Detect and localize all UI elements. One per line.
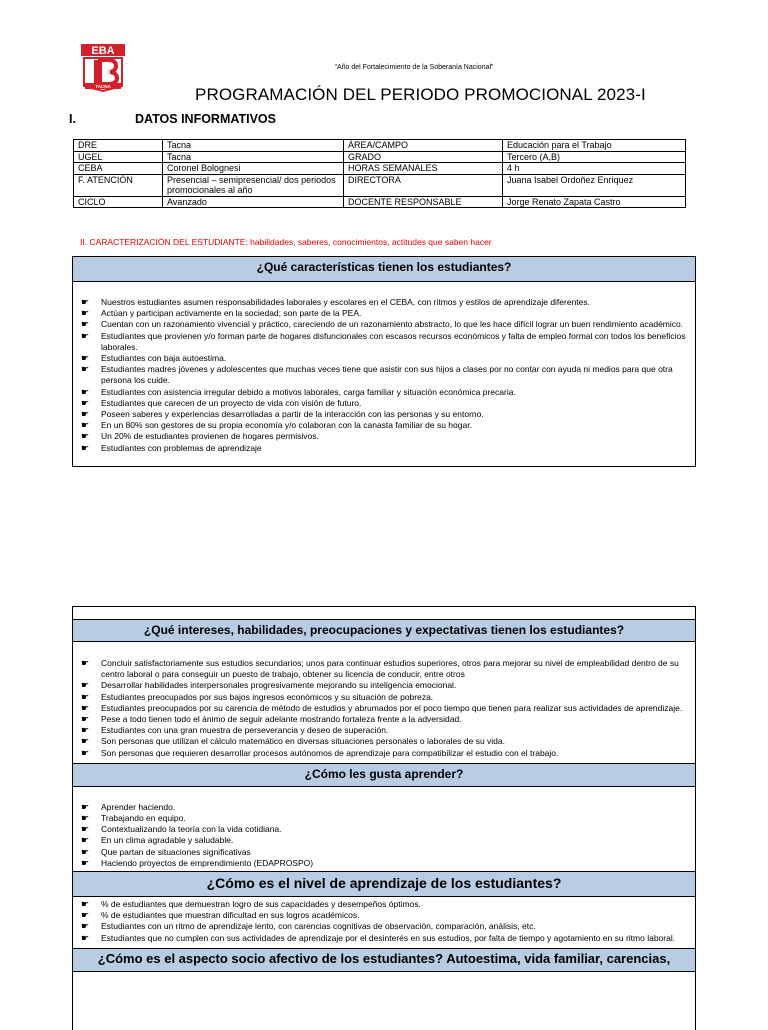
hand-pointing-icon: ☛ [81, 386, 90, 397]
list-item-text: Nuestros estudiantes asumen responsabilidades laborales y escolares en el CEBA, con ritmos y estilos de aprendizaje diferentes. [101, 297, 591, 307]
section-1-number: I. [69, 112, 76, 126]
info-value: Jorge Renato Zapata Castro [503, 196, 686, 208]
hand-pointing-icon: ☛ [81, 308, 90, 319]
info-label: F. ATENCIÓN [74, 174, 163, 196]
list-item [79, 431, 687, 442]
info-label: UGEL [74, 151, 163, 163]
list-item-text: Estudiantes preocupados por sus bajos ingresos económicos y su situación de pobreza. [101, 691, 434, 702]
info-table-row [74, 163, 686, 175]
info-value: Educación para el Trabajo [503, 140, 686, 152]
list-item [79, 813, 687, 824]
info-value: Tacna [163, 140, 344, 152]
hand-pointing-icon: ☛ [81, 691, 90, 702]
learning-preferences-list [73, 802, 695, 869]
logo-top-text: EBA [91, 45, 115, 57]
learning-level-question: ¿Cómo es el nivel de aprendizaje de los estudiantes? [73, 871, 695, 897]
section-1-heading [69, 112, 276, 126]
list-item-text: Cuentan con un razonamiento vivencial y práctico, careciendo de un razonamiento abstracto, lo que les hace difícil lograr un buen rendimiento académico. [101, 319, 684, 330]
page-title: PROGRAMACIÓN DEL PERIODO PROMOCIONAL 2023-I [195, 85, 646, 104]
list-item [79, 725, 687, 736]
list-item [79, 835, 687, 846]
hand-pointing-icon: ☛ [81, 801, 90, 812]
list-item [79, 398, 687, 409]
list-item-text: Contextualizando la teoría con la vida cotidiana. [101, 824, 282, 835]
list-item-text: Que partan de situaciones significativas [101, 846, 251, 857]
hand-pointing-icon: ☛ [81, 921, 90, 932]
list-item [79, 364, 687, 386]
interests-box [72, 606, 696, 1030]
list-item-text: En un clima agradable y saludable. [101, 835, 234, 846]
hand-pointing-icon: ☛ [81, 431, 90, 442]
hand-pointing-icon: ☛ [81, 857, 90, 868]
list-item [79, 824, 687, 835]
list-item [79, 420, 687, 431]
list-item-text: Estudiantes preocupados por su carencia de método de estudios y abrumados por el poco tiempo que tienen para realizar sus actividades de aprendizaje. [101, 702, 683, 713]
info-label: ÁREA/CAMPO [344, 140, 503, 152]
hand-pointing-icon: ☛ [81, 397, 90, 408]
list-item [79, 748, 687, 759]
interests-list [73, 658, 695, 759]
list-item-text: Pese a todo tienen todo el ánimo de seguir adelante mostrando fortaleza frente a la adversidad. [101, 714, 462, 725]
list-item-text: Trabajando en equipo. [101, 813, 186, 824]
section-1-label: DATOS INFORMATIVOS [135, 112, 276, 126]
hand-pointing-icon: ☛ [81, 409, 90, 420]
hand-pointing-icon: ☛ [81, 813, 90, 824]
hand-pointing-icon: ☛ [81, 714, 90, 725]
info-table-row [74, 151, 686, 163]
section-2-heading: II. CARACTERIZACIÓN DEL ESTUDIANTE: habilidades, saberes, conocimientos, actitudes que saben hacer [80, 237, 492, 247]
info-label: CICLO [74, 196, 163, 208]
hand-pointing-icon: ☛ [81, 442, 90, 453]
list-item-text: Estudiantes con un ritmo de aprendizaje lento, con carencias cognitivas de observación, comparación, análisis, etc. [101, 921, 536, 932]
list-item [79, 847, 687, 858]
characteristics-box [72, 256, 696, 467]
hand-pointing-icon: ☛ [81, 353, 90, 364]
list-item [79, 680, 687, 691]
hand-pointing-icon: ☛ [81, 846, 90, 857]
hand-pointing-icon: ☛ [81, 932, 90, 943]
list-item [79, 858, 687, 869]
list-item-text: Un 20% de estudiantes provienen de hogares permisivos. [101, 431, 319, 442]
list-item [79, 353, 687, 364]
list-item-text: Actúan y participan activamente en la sociedad; son parte de la PEA. [101, 308, 362, 319]
list-item [79, 802, 687, 813]
list-item-text: Haciendo proyectos de emprendimiento (EDAPROSPO) [101, 857, 314, 868]
hand-pointing-icon: ☛ [81, 747, 90, 758]
learning-preferences-question: ¿Cómo les gusta aprender? [73, 763, 695, 787]
list-item-text: Estudiantes con asistencia irregular debido a motivos laborales, carga familiar y situación económica precaria. [101, 386, 516, 397]
hand-pointing-icon: ☛ [81, 824, 90, 835]
info-value: Presencial – semipresencial/ dos periodos promocionales al año [163, 174, 344, 196]
hand-pointing-icon: ☛ [81, 899, 90, 910]
list-item [79, 921, 687, 932]
list-item-text: Poseen saberes y experiencias desarrolladas a partir de la interacción con las personas y su entorno. [101, 409, 484, 420]
list-item-text: Son personas que requieren desarrollar procesos autónomos de aprendizaje para compatibilizar el estudio con el trabajo. [101, 747, 559, 758]
hand-pointing-icon: ☛ [81, 658, 90, 668]
hand-pointing-icon: ☛ [81, 330, 90, 341]
info-table-row [74, 196, 686, 208]
list-item [79, 409, 687, 420]
hand-pointing-icon: ☛ [81, 420, 90, 431]
list-item [79, 933, 687, 944]
logo-bottom-text: TACNA [95, 84, 111, 89]
info-label: CEBA [74, 163, 163, 175]
list-item [79, 331, 687, 353]
list-item [79, 714, 687, 725]
hand-pointing-icon: ☛ [81, 910, 90, 921]
list-item-text: Estudiantes que carecen de un proyecto de vida con visión de futuro. [101, 397, 362, 408]
list-item [79, 692, 687, 703]
list-item [79, 736, 687, 747]
list-item-text: Desarrollar habilidades interpersonales progresivamente mejorando su inteligencia emocional. [101, 680, 457, 691]
list-item [79, 297, 687, 308]
hand-pointing-icon: ☛ [81, 364, 90, 375]
socio-affective-question: ¿Cómo es el aspecto socio afectivo de los estudiantes? Autoestima, vida familiar, carencias, [73, 948, 695, 972]
list-item-text: % de estudiantes que demuestran logro de sus capacidades y desempeños óptimos. [101, 899, 421, 910]
list-item-text: Son personas que utilizan el cálculo matemático en diversas situaciones personales o laborales de su vida. [101, 736, 505, 747]
list-item-text: Estudiantes que provienen y/o forman parte de hogares disfuncionales con escasos recursos económicos y falta de empleo formal con todos los beneficios laborales. [101, 330, 686, 352]
info-value: Coronel Bolognesi [163, 163, 344, 175]
list-item [79, 387, 687, 398]
hand-pointing-icon: ☛ [81, 725, 90, 736]
characteristics-list [73, 297, 695, 454]
hand-pointing-icon: ☛ [81, 702, 90, 713]
info-label: GRADO [344, 151, 503, 163]
list-item [79, 658, 687, 680]
hand-pointing-icon: ☛ [81, 319, 90, 330]
list-item [79, 899, 687, 910]
info-label: DRE [74, 140, 163, 152]
list-item-text: En un 80% son gestores de su propia economía y/o colaboran con la canasta familiar de su hogar. [101, 420, 472, 431]
hand-pointing-icon: ☛ [81, 835, 90, 846]
info-label: HORAS SEMANALES [344, 163, 503, 175]
list-item-text: Estudiantes con baja autoestima. [101, 353, 227, 364]
list-item [79, 910, 687, 921]
info-label: DIRECTORA [344, 174, 503, 196]
hand-pointing-icon: ☛ [81, 736, 90, 747]
interests-question: ¿Qué intereses, habilidades, preocupaciones y expectativas tienen los estudiantes? [73, 620, 695, 642]
info-table-row [74, 140, 686, 152]
list-item [79, 319, 687, 330]
list-item-text: Aprender haciendo. [101, 801, 176, 812]
info-label: DOCENTE RESPONSABLE [344, 196, 503, 208]
list-item-text: % de estudiantes que muestran dificultad en sus logros académicos. [101, 910, 360, 921]
list-item-text: Estudiantes que no cumplen con sus actividades de aprendizaje por el desinterés en sus estudios, por falta de tiempo y agotamiento en su ritmo laboral. [101, 932, 676, 943]
list-item [79, 703, 687, 714]
learning-level-list [73, 899, 695, 944]
info-table-row [74, 174, 686, 196]
list-item [79, 308, 687, 319]
info-value: Avanzado [163, 196, 344, 208]
info-value: 4 h [503, 163, 686, 175]
year-motto: “Año del Fortalecimiento de la Soberanía Nacional” [334, 64, 494, 71]
info-value: Tacna [163, 151, 344, 163]
hand-pointing-icon: ☛ [81, 680, 90, 691]
list-item [79, 443, 687, 454]
list-item-text: Estudiantes madres jóvenes y adolescentes que muchas veces tiene que asistir con sus hijos a clases por no contar con ayuda ni medios para que otra persona los cuide. [101, 364, 673, 386]
list-item-text: Concluir satisfactoriamente sus estudios secundarios; unos para continuar estudios superiores, otros para mejorar su nivel de empleabilidad dentro de su centro laboral o para conseguir un puesto de trabajo, obtener su licencia de conducir, entre otros [101, 658, 679, 680]
hand-pointing-icon: ☛ [81, 297, 90, 307]
list-item-text: Estudiantes con una gran muestra de perseverancia y deseo de superación. [101, 725, 389, 736]
info-value: Tercero (A,B) [503, 151, 686, 163]
characteristics-question: ¿Qué características tienen los estudiantes? [73, 257, 695, 282]
list-item-text: Estudiantes con problemas de aprendizaje [101, 442, 262, 453]
info-value: Juana Isabel Ordoñez Enriquez [503, 174, 686, 196]
info-table [73, 139, 686, 208]
